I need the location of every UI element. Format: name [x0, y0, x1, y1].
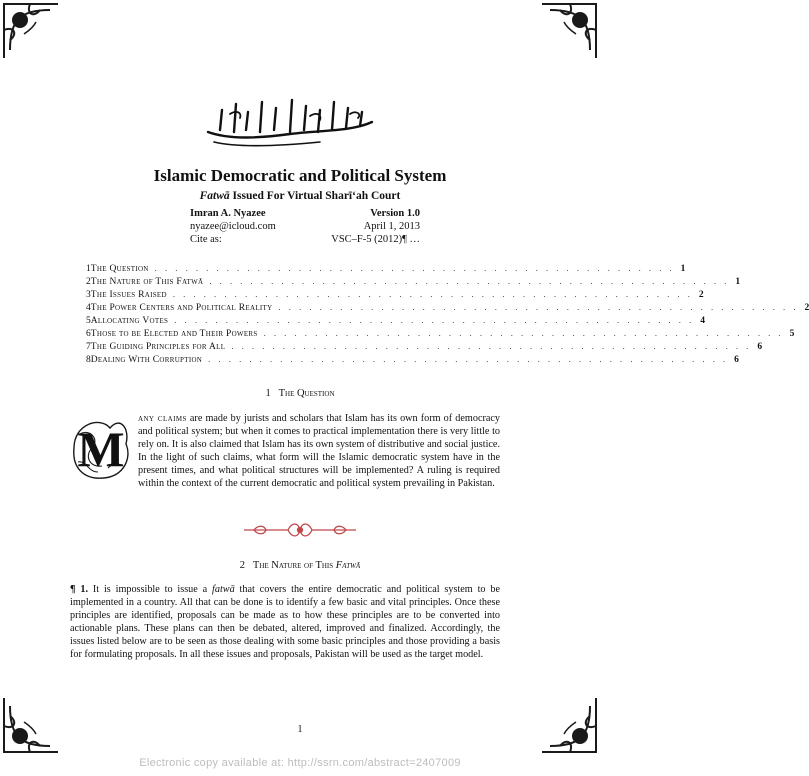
toc-leader: . . . . . . . . . . . . . . . . . . . . . . . . . . . . . . . . . . . . . . . . . . . . . . . . . . .	[172, 289, 693, 299]
paragraph-fatwa: fatwā	[212, 584, 235, 595]
toc-number: 8	[86, 355, 91, 365]
toc-number: 1	[86, 264, 91, 274]
toc-title[interactable]: Dealing With Corruption	[90, 355, 203, 365]
toc-title[interactable]: The Nature of This Fatwā	[90, 277, 204, 287]
toc-title[interactable]: The Power Centers and Political Reality	[90, 303, 273, 313]
toc-entry[interactable]	[78, 263, 686, 276]
version-date: April 1, 2013	[363, 221, 420, 232]
citation: VSC–F-5 (2012)¶ …	[331, 234, 420, 245]
page-number: 1	[297, 724, 303, 735]
author-meta	[190, 207, 420, 246]
toc-page[interactable]: 1	[680, 264, 686, 274]
decorated-dropcap-icon	[70, 414, 132, 482]
toc-page[interactable]: 5	[789, 329, 795, 339]
table-of-contents	[78, 263, 809, 367]
toc-entry[interactable]	[78, 315, 705, 328]
toc-entry[interactable]	[78, 328, 795, 341]
paragraph-text-b: that covers the entire democratic and political system to be implemented in a country. All that can be done is to identify a few basic and vital principles. Once these principles are identified, proposals can be made as to how these principles are to be converted into actionable plans. These plans can then be debated, altered, improved and finalized. Accordingly, the issues listed below are to be seen as those dealing with some basic principles and those providing a basis for formulating proposals. In all these issues and proposals, Pakistan will be used as the target model.	[70, 584, 500, 661]
paper-title: Islamic Democratic and Political System	[153, 166, 447, 185]
section-title-italic: Fatwā	[335, 560, 361, 571]
toc-title[interactable]: The Question	[90, 264, 149, 274]
toc-title[interactable]: The Issues Raised	[90, 290, 167, 300]
toc-number: 2	[86, 277, 91, 287]
toc-entry[interactable]	[78, 276, 741, 289]
toc-number: 5	[86, 316, 91, 326]
ornamental-divider-icon	[240, 520, 360, 540]
toc-number: 6	[86, 329, 91, 339]
toc-page[interactable]: 2	[804, 303, 809, 313]
ssrn-footer[interactable]: Electronic copy available at: http://ssrn.com/abstract=2407009	[139, 757, 461, 769]
toc-page[interactable]: 2	[698, 290, 704, 300]
paper-subtitle	[0, 190, 600, 202]
toc-leader: . . . . . . . . . . . . . . . . . . . . . . . . . . . . . . . . . . . . . . . . . . . . . . . . . . .	[208, 354, 729, 364]
section-title: The Question	[278, 388, 335, 399]
corner-ornament-icon	[538, 0, 600, 62]
toc-entry[interactable]	[78, 354, 739, 367]
toc-leader: . . . . . . . . . . . . . . . . . . . . . . . . . . . . . . . . . . . . . . . . . . . . . . . . . . .	[174, 315, 695, 325]
section-2-paragraph	[70, 583, 500, 662]
subtitle-fatwa: Fatwā	[199, 190, 230, 202]
toc-page[interactable]: 6	[757, 342, 763, 352]
toc-number: 7	[86, 342, 91, 352]
toc-number: 4	[86, 303, 91, 313]
corner-ornament-icon	[0, 0, 62, 62]
toc-leader: . . . . . . . . . . . . . . . . . . . . . . . . . . . . . . . . . . . . . . . . . . . . . . . . . . .	[231, 341, 752, 351]
toc-title[interactable]: The Guiding Principles for All	[90, 342, 226, 352]
paragraph-mark: ¶ 1.	[70, 584, 89, 595]
toc-title[interactable]: Those to be Elected and Their Powers	[90, 329, 258, 339]
basmala-calligraphy-icon	[200, 92, 380, 150]
toc-number: 3	[86, 290, 91, 300]
toc-leader: . . . . . . . . . . . . . . . . . . . . . . . . . . . . . . . . . . . . . . . . . . . . . . . . . . .	[263, 328, 784, 338]
toc-leader: . . . . . . . . . . . . . . . . . . . . . . . . . . . . . . . . . . . . . . . . . . . . . . . . . . .	[209, 276, 730, 286]
toc-page[interactable]: 1	[735, 277, 741, 287]
toc-entry[interactable]	[78, 302, 809, 315]
author-name: Imran A. Nyazee	[190, 208, 266, 219]
toc-leader: . . . . . . . . . . . . . . . . . . . . . . . . . . . . . . . . . . . . . . . . . . . . . . . . . . .	[278, 302, 799, 312]
paragraph-lead: any claims	[138, 413, 187, 424]
toc-entry[interactable]	[78, 341, 763, 354]
toc-page[interactable]: 6	[734, 355, 739, 365]
section-number: 2	[239, 560, 246, 571]
subtitle-rest: Issued For Virtual Sharī‘ah Court	[229, 190, 401, 202]
cite-label: Cite as:	[190, 234, 222, 245]
toc-leader: . . . . . . . . . . . . . . . . . . . . . . . . . . . . . . . . . . . . . . . . . . . . . . . . . . .	[154, 263, 675, 273]
version-label: Version 1.0	[370, 208, 420, 219]
section-heading-2	[0, 560, 600, 571]
section-heading-1	[0, 388, 600, 399]
paragraph-text: are made by jurists and scholars that Islam has its own form of democracy and political system; but when it comes to practical implementation there is very little to rely on. It is also claimed that Islam has its own system of distributive and social justice. In the light of such claims, what form will the Islamic democratic system have in the present times, and what political structures will be implemented? A ruling is required within the context of the current democratic and political system prevailing in Pakistan.	[138, 413, 500, 490]
section-number: 1	[265, 388, 271, 399]
dropcap-letter: M	[77, 421, 125, 477]
toc-entry[interactable]	[78, 289, 704, 302]
section-1-paragraph	[70, 412, 500, 491]
toc-title[interactable]: Allocating Votes	[90, 316, 169, 326]
paragraph-text-a: It is impossible to issue a	[88, 584, 213, 595]
toc-page[interactable]: 4	[700, 316, 705, 326]
section-title: The Nature of This	[252, 560, 336, 571]
author-email[interactable]: nyazee@icloud.com	[190, 221, 276, 232]
